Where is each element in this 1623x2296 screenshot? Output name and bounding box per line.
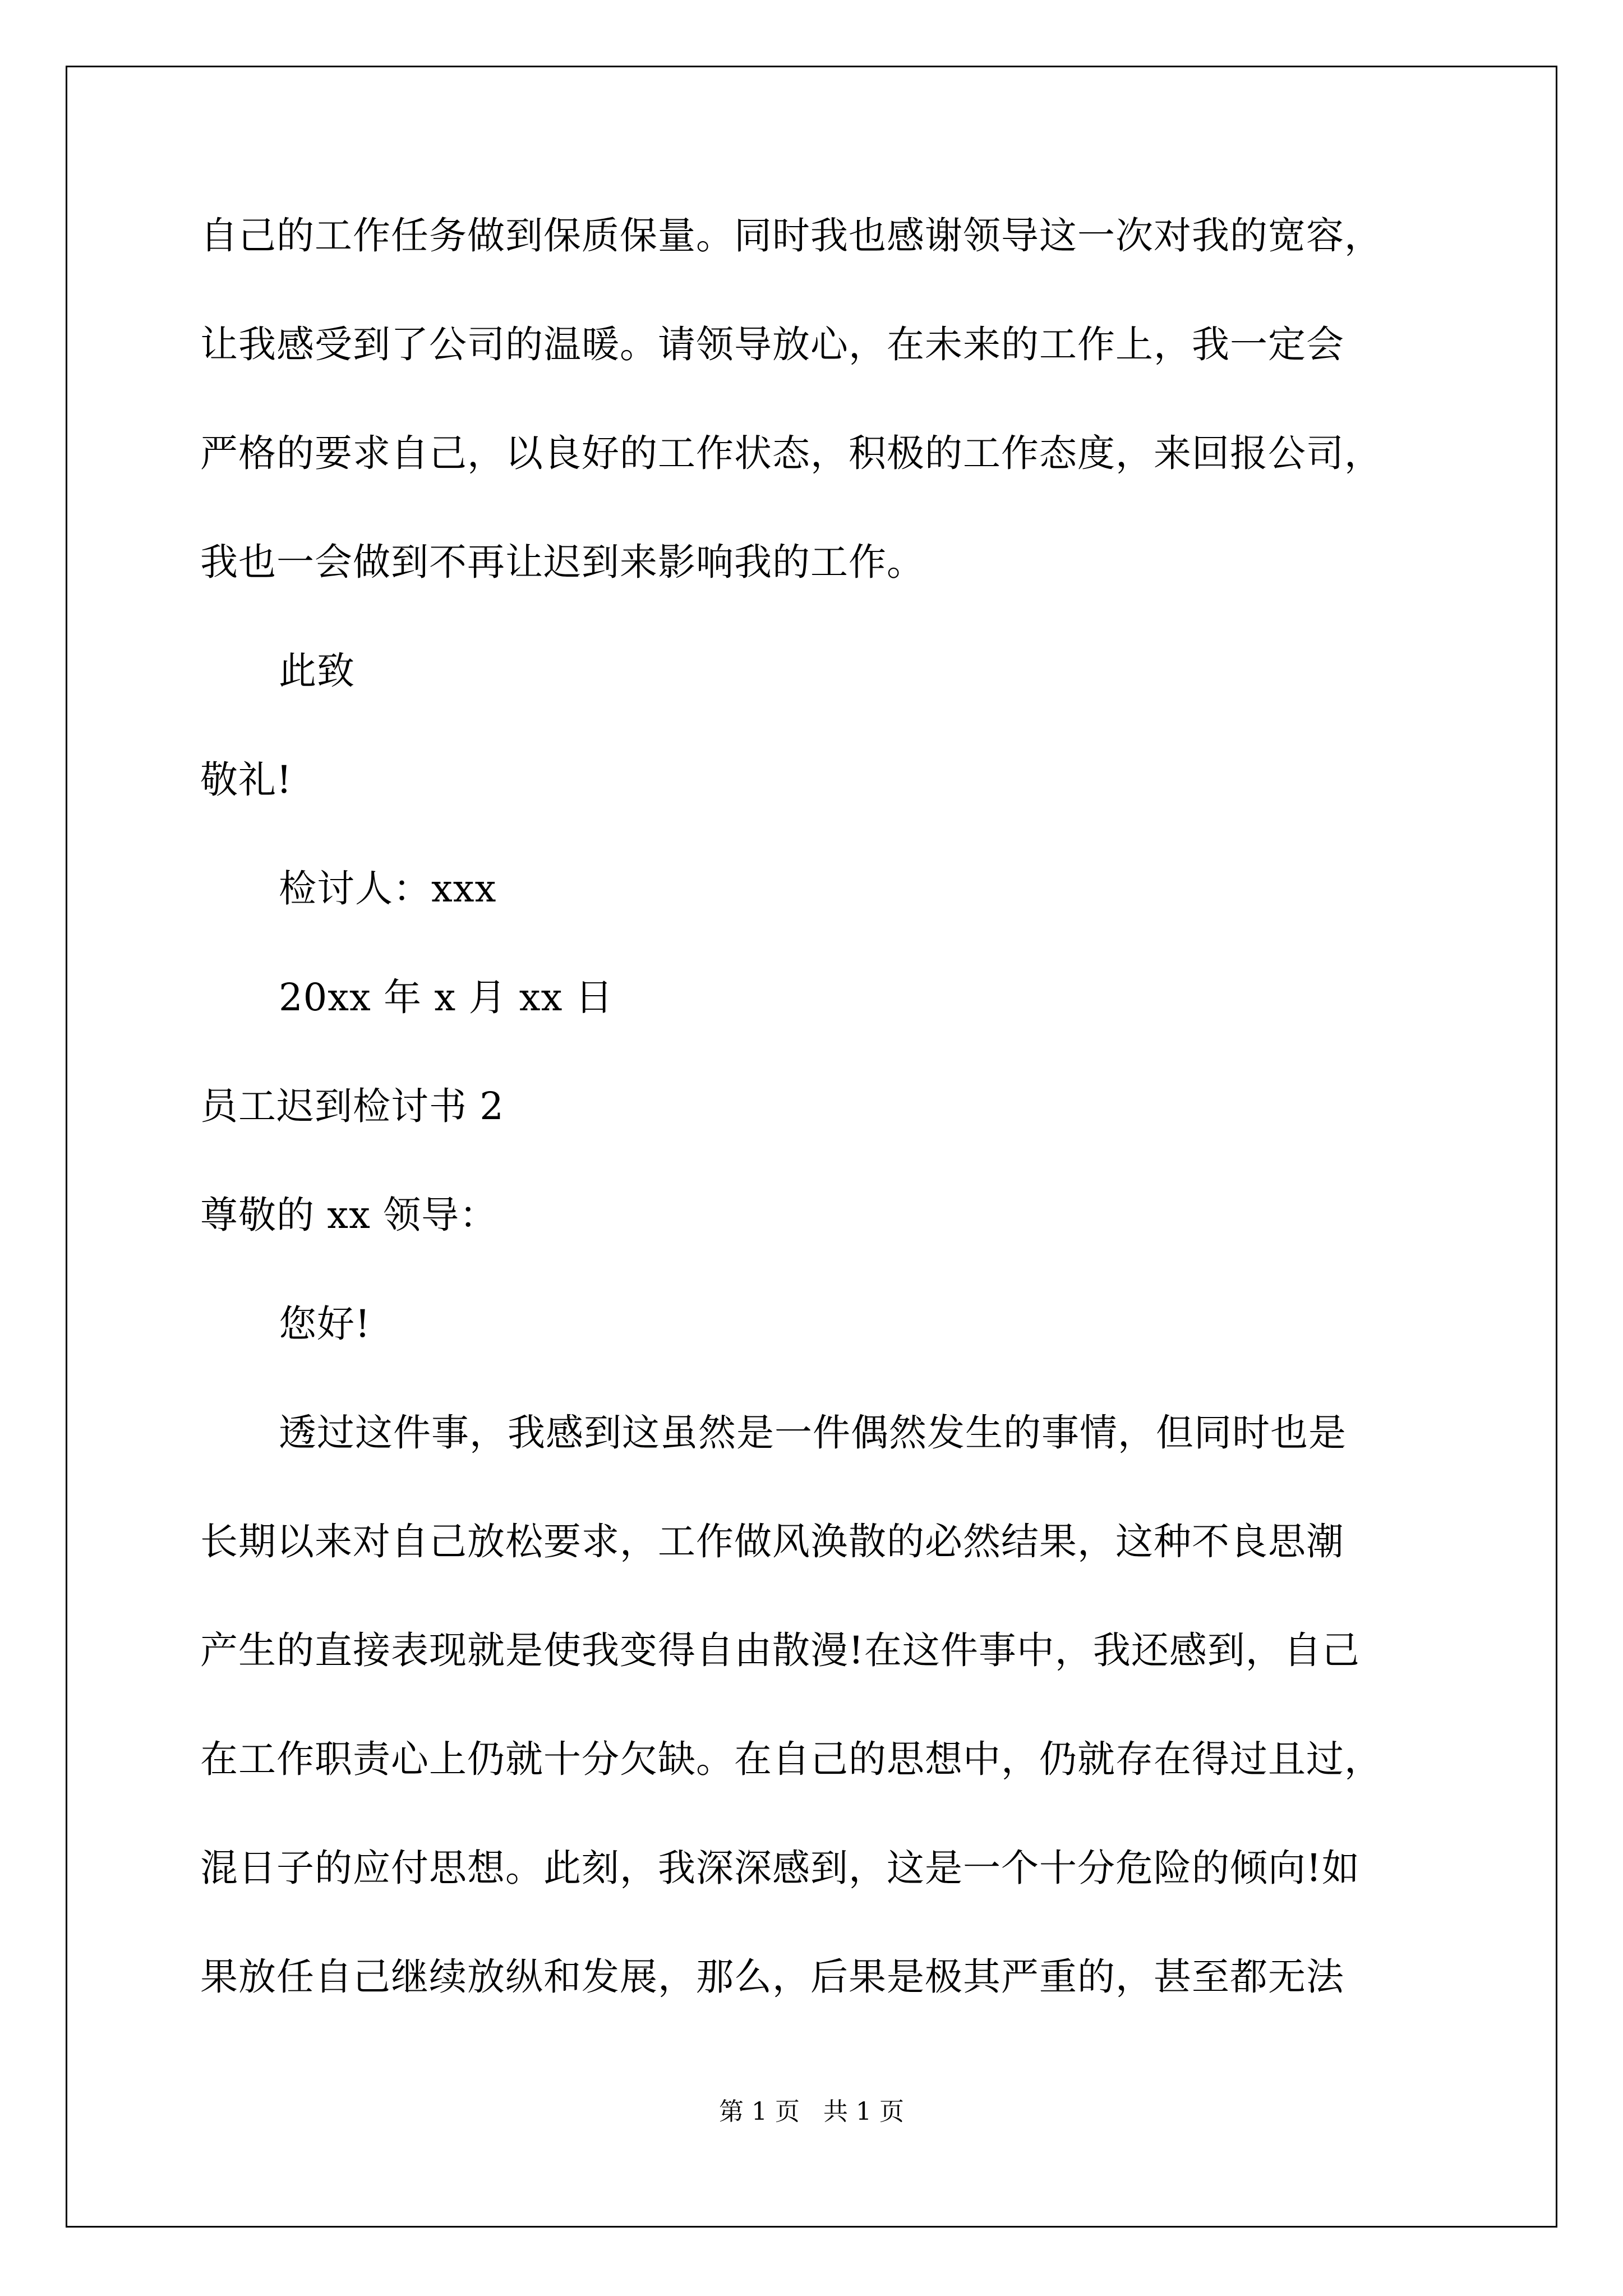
closing-salutation: 此致 [279, 649, 355, 693]
paragraph-line: 长期以来对自己放松要求，工作做风涣散的必然结果，这种不良思潮 [200, 1520, 1344, 1563]
paragraph-line: 透过这件事，我感到这虽然是一件偶然发生的事情，但同时也是 [279, 1411, 1347, 1455]
paragraph-line: 产生的直接表现就是使我变得自由散漫!在这件事中，我还感到，自己 [200, 1628, 1360, 1672]
paragraph-line: 果放任自己继续放纵和发展，那么，后果是极其严重的，甚至都无法 [200, 1955, 1344, 1999]
paragraph-line: 在工作职责心上仍就十分欠缺。在自己的思想中，仍就存在得过且过， [200, 1737, 1382, 1781]
closing-regards: 敬礼! [200, 758, 292, 802]
paragraph-line: 混日子的应付思想。此刻，我深深感到，这是一个十分危险的倾向!如 [200, 1846, 1360, 1890]
page-number-footer: 第 1 页 共 1 页 [719, 2097, 904, 2126]
paragraph-line: 自己的工作任务做到保质保量。同时我也感谢领导这一次对我的宽容， [200, 214, 1382, 257]
paragraph-line: 让我感受到了公司的温暖。请领导放心，在未来的工作上，我一定会 [200, 323, 1344, 366]
paragraph-line: 我也一会做到不再让迟到来影响我的工作。 [200, 540, 925, 584]
document-body [200, 202, 1462, 2052]
signature-date: 20xx 年 x 月 xx 日 [279, 976, 614, 1019]
paragraph-line: 严格的要求自己，以良好的工作状态，积极的工作态度，来回报公司， [200, 431, 1382, 475]
greeting: 您好! [279, 1302, 371, 1346]
signature-name: 检讨人：xxx [279, 867, 497, 910]
greeting-recipient: 尊敬的 xx 领导： [200, 1193, 498, 1237]
section-heading: 员工迟到检讨书 2 [200, 1084, 504, 1128]
